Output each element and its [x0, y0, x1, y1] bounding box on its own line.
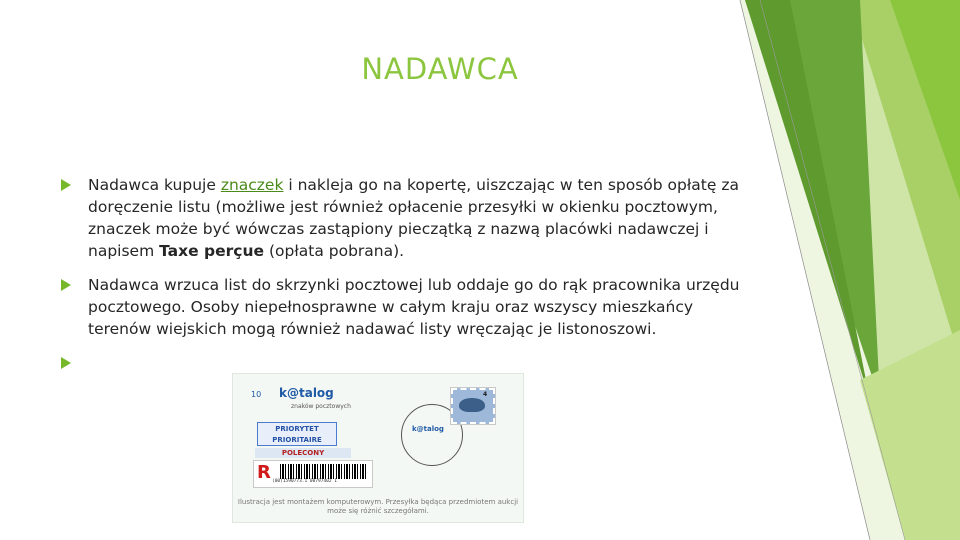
postmark-logo: k@talog — [412, 425, 444, 433]
bullet-text: Nadawca wrzuca list do skrzynki pocztowej lub oddaje go do rąk pracownika urzędu pocztowego. Osoby niepełnosprawne w całym kraju oraz wszyscy mieszkańcy terenów wiejskich mogą również nadawać listy wręczając je listonoszowi. — [88, 276, 740, 338]
bullet-arrow-icon — [61, 357, 71, 369]
bullet-arrow-icon — [61, 279, 71, 291]
priority-label — [257, 422, 337, 446]
barcode-number: (00)1590773.1 00797402 1 — [272, 479, 338, 484]
bullet-arrow-icon — [61, 179, 71, 191]
envelope-image — [232, 373, 524, 523]
registered-letter: R — [257, 462, 271, 483]
taxe-percue-text: Taxe perçue — [159, 242, 265, 260]
postage-stamp — [451, 388, 495, 424]
bullet-text-start: Nadawca kupuje — [88, 176, 221, 194]
priority-line-1: PRIORYTET — [275, 425, 319, 433]
katalog-logo — [251, 386, 371, 422]
logo-subtitle: znaków pocztowych — [291, 403, 351, 410]
registered-barcode-box — [253, 460, 373, 488]
bullet-text-end: (opłata pobrana). — [264, 242, 405, 260]
bullet-list — [60, 174, 740, 386]
bullet-text-middle: i nakleja go na kopertę, uiszczając w ten sposób opłatę za doręczenie listu (możliwe jest również opłacenie przesyłki w okienku pocztowym, znaczek może być wówczas zastąpiony pieczątką z nazwą placówki nadawczej i napisem — [88, 176, 739, 260]
priority-line-2: PRIORITAIRE — [272, 436, 322, 444]
bullet-item-image — [60, 352, 740, 374]
registered-label: POLECONY — [255, 448, 351, 458]
bullet-text — [88, 176, 739, 260]
bullet-item — [60, 174, 740, 262]
stamp-value: 4 — [483, 391, 488, 398]
znaczek-link[interactable]: znaczek — [220, 176, 284, 194]
stamp-picture — [459, 398, 485, 412]
bullet-item — [60, 274, 740, 340]
logo-prefix: 10 — [251, 390, 262, 399]
image-caption: Ilustracja jest montażem komputerowym. Przesyłka będąca przedmiotem aukcji może się różnić szczegółami. — [237, 498, 519, 515]
barcode — [280, 464, 366, 479]
slide-title: NADAWCA — [361, 52, 519, 86]
logo-name: k@talog — [279, 386, 334, 400]
